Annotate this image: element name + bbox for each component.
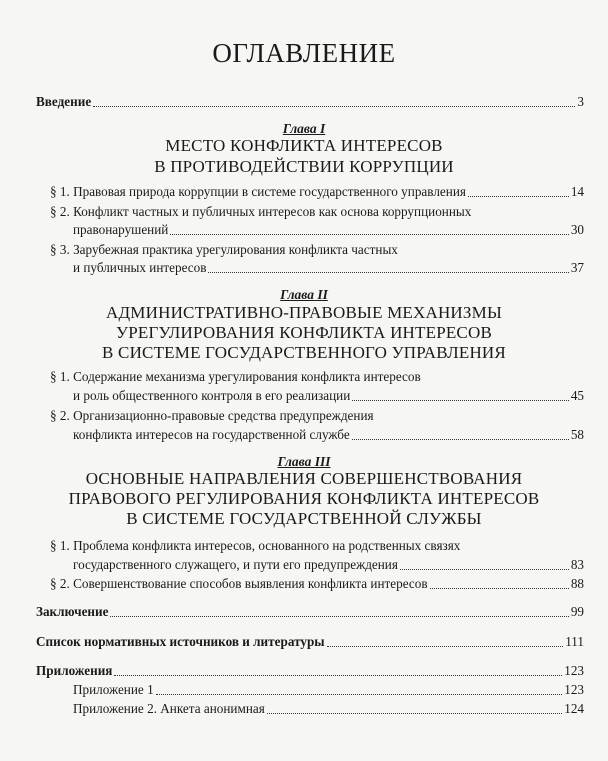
page-number: 14 (570, 184, 584, 199)
dot-leader (110, 603, 568, 617)
entry-label: Заключение (36, 604, 109, 619)
dot-leader (327, 633, 564, 647)
toc-entry-2-1-line-1: § 1. Содержание механизма урегулирования конфликта интересов (50, 369, 421, 384)
entry-label: конфликта интересов на государственной службе (73, 427, 350, 442)
toc-entry-2-1 (73, 387, 584, 404)
chapter-2-heading-line-1: АДМИНИСТРАТИВНО-ПРАВОВЫЕ МЕХАНИЗМЫ (106, 303, 502, 322)
dot-leader (267, 700, 562, 714)
page-number: 58 (570, 427, 584, 442)
page-number: 37 (570, 260, 584, 275)
toc-entry-3-2 (50, 575, 584, 592)
dot-leader (208, 259, 568, 273)
dot-leader (114, 662, 562, 676)
toc-entry-appendices (36, 662, 584, 679)
chapter-3-heading-line-3: В СИСТЕМЕ ГОСУДАРСТВЕННОЙ СЛУЖБЫ (126, 509, 482, 528)
chapter-3-heading-line-1: ОСНОВНЫЕ НАПРАВЛЕНИЯ СОВЕРШЕНСТВОВАНИЯ (85, 469, 523, 488)
page-number: 111 (565, 634, 584, 649)
dot-leader (93, 93, 575, 107)
toc-entry-conclusion (36, 603, 584, 620)
page-number: 30 (570, 222, 584, 237)
entry-label: Приложение 2. Анкета анонимная (73, 701, 265, 716)
toc-entry-1-2-line-1: § 2. Конфликт частных и публичных интересов как основа коррупционных (50, 204, 472, 219)
entry-label: правонарушений (73, 222, 169, 237)
page-number: 99 (570, 604, 584, 619)
entry-label: государственного служащего, и пути его предупреждения (73, 557, 398, 572)
dot-leader (156, 681, 563, 695)
chapter-3-heading-line-2: ПРАВОВОГО РЕГУЛИРОВАНИЯ КОНФЛИКТА ИНТЕРЕСОВ (68, 489, 540, 508)
toc-entry-1-3 (73, 259, 584, 276)
toc-entry-2-2-line-1: § 2. Организационно-правовые средства предупреждения (50, 408, 374, 423)
toc-entry-intro (36, 93, 584, 110)
chapter-3-label: Глава III (277, 454, 331, 469)
chapter-1-label: Глава I (282, 121, 326, 136)
page-number: 88 (570, 576, 584, 591)
chapter-1-heading-line-1: МЕСТО КОНФЛИКТА ИНТЕРЕСОВ (165, 136, 443, 155)
toc-entry-appendix-1 (73, 681, 584, 698)
dot-leader (170, 221, 568, 235)
toc-entry-3-1-line-1: § 1. Проблема конфликта интересов, основанного на родственных связях (50, 538, 461, 553)
dot-leader (468, 183, 569, 197)
toc-entry-appendix-2 (73, 700, 584, 717)
page-number: 123 (564, 663, 584, 678)
page-number: 124 (564, 701, 584, 716)
toc-entry-2-2 (73, 426, 584, 443)
entry-label: Введение (36, 94, 92, 109)
page-number: 123 (564, 682, 584, 697)
page-number: 3 (577, 94, 584, 109)
entry-label: и роль общественного контроля в его реализации (73, 388, 351, 403)
toc-entry-1-2 (73, 221, 584, 238)
entry-label: § 2. Совершенствование способов выявления конфликта интересов (50, 576, 428, 591)
dot-leader (352, 426, 569, 440)
entry-label: § 1. Правовая природа коррупции в системе государственного управления (50, 184, 466, 199)
dot-leader (352, 387, 569, 401)
toc-entry-references (36, 633, 584, 650)
dot-leader (400, 556, 569, 570)
chapter-2-heading-line-2: УРЕГУЛИРОВАНИЯ КОНФЛИКТА ИНТЕРЕСОВ (115, 323, 492, 342)
page-number: 45 (570, 388, 584, 403)
page-number: 83 (570, 557, 584, 572)
page-title: ОГЛАВЛЕНИЕ (212, 38, 396, 68)
dot-leader (430, 575, 569, 589)
chapter-1-heading-line-2: В ПРОТИВОДЕЙСТВИИ КОРРУПЦИИ (154, 157, 454, 176)
chapter-2-label: Глава II (280, 287, 328, 302)
toc-entry-1-1 (50, 183, 584, 200)
entry-label: и публичных интересов (73, 260, 207, 275)
toc-entry-1-3-line-1: § 3. Зарубежная практика урегулирования конфликта частных (50, 242, 398, 257)
toc-entry-3-1 (73, 556, 584, 573)
entry-label: Приложения (36, 663, 113, 678)
chapter-2-heading-line-3: В СИСТЕМЕ ГОСУДАРСТВЕННОГО УПРАВЛЕНИЯ (102, 343, 506, 362)
entry-label: Список нормативных источников и литературы (36, 634, 325, 649)
entry-label: Приложение 1 (73, 682, 154, 697)
